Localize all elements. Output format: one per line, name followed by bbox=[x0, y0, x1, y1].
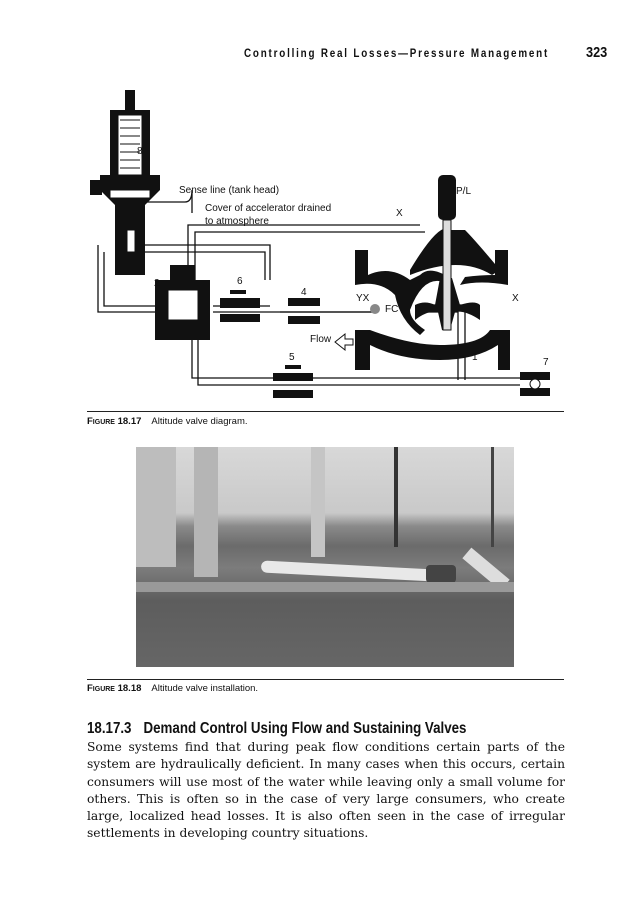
label-8: 8 bbox=[137, 146, 143, 157]
caption-label: Figure 18.18 bbox=[87, 683, 142, 694]
figure-rule bbox=[87, 411, 564, 412]
running-header: Controlling Real Losses—Pressure Management bbox=[244, 46, 550, 60]
label-2: 2 bbox=[154, 278, 160, 289]
label-x-top: X bbox=[396, 208, 403, 219]
altitude-valve-diagram bbox=[80, 80, 580, 410]
label-fc: FC bbox=[385, 304, 399, 315]
section-title: Demand Control Using Flow and Sustaining Valves bbox=[143, 720, 467, 737]
label-sense-line: Sense line (tank head) bbox=[179, 185, 280, 196]
label-cover: Cover of accelerator drained bbox=[205, 203, 332, 214]
label-4: 4 bbox=[301, 287, 307, 298]
label-1: 1 bbox=[472, 352, 478, 363]
caption-text: Altitude valve diagram. bbox=[151, 416, 248, 427]
figure-caption-18-17 bbox=[87, 416, 248, 427]
page-number: 323 bbox=[586, 44, 608, 61]
label-5: 5 bbox=[289, 352, 295, 363]
caption-label: Figure 18.17 bbox=[87, 416, 142, 427]
label-x-right: X bbox=[512, 293, 519, 304]
altitude-valve-installation-photo bbox=[136, 447, 514, 667]
label-cover-2: to atmosphere bbox=[205, 216, 269, 227]
section-number: 18.17.3 bbox=[87, 720, 132, 737]
body-paragraph: Some systems find that during peak flow conditions certain parts of the system are hydraulically deficient. In many cases when this occurs, certain consumers will use most of the water while leaving only a small volume for others. This is often so in the case of very large consumers, who create large, localized head losses. It is also often seen in the case of irregular settlements in developing country situations. bbox=[87, 740, 565, 841]
figure-caption-18-18 bbox=[87, 683, 258, 694]
label-pl: P/L bbox=[456, 186, 472, 197]
section-heading bbox=[87, 720, 466, 738]
label-6: 6 bbox=[237, 276, 243, 287]
label-yx: YX bbox=[356, 293, 370, 304]
caption-text: Altitude valve installation. bbox=[151, 683, 259, 694]
label-flow: Flow bbox=[310, 334, 332, 345]
label-7: 7 bbox=[543, 357, 549, 368]
figure-rule bbox=[87, 679, 564, 680]
